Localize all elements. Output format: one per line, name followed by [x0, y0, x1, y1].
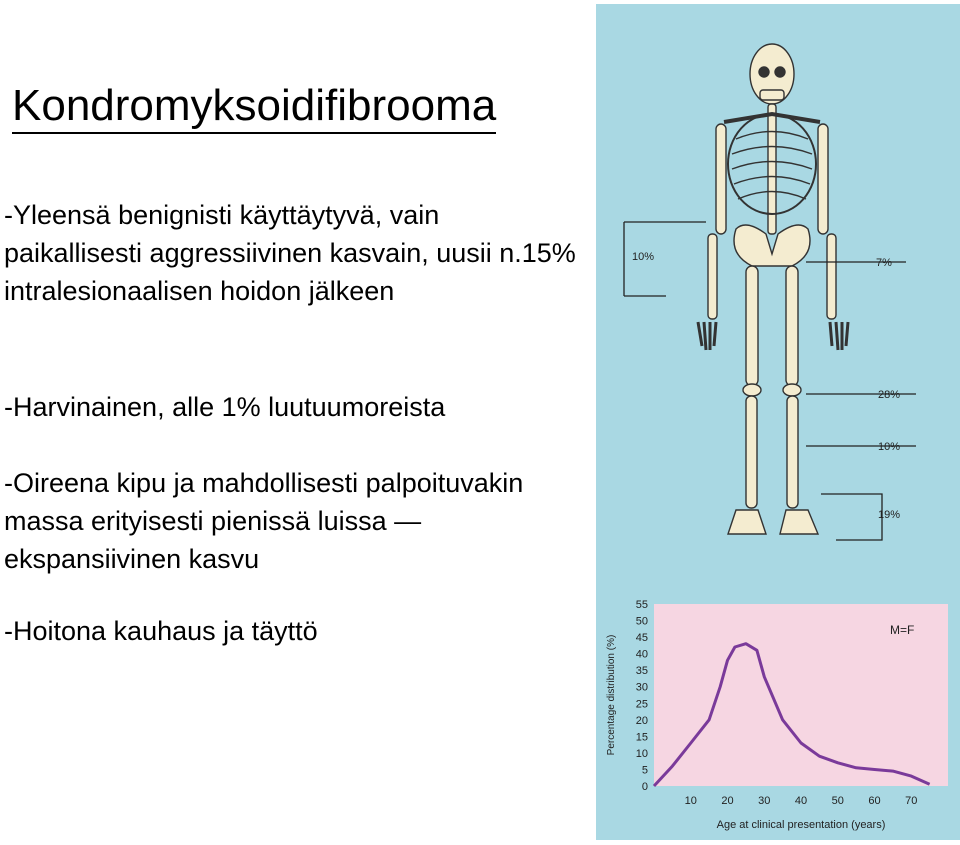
skeleton-svg [596, 4, 960, 594]
y-tick-label: 20 [635, 714, 648, 727]
bullet-symptoms: -Oireena kipu ja mahdollisesti palpoituvakin massa erityisesti pienissä luissa —ekspansiivinen kasvu [4, 468, 524, 574]
y-tick-label: 15 [635, 731, 648, 744]
x-tick-label: 20 [721, 795, 734, 807]
x-tick-label: 50 [831, 795, 844, 807]
y-tick-label: 45 [635, 632, 648, 645]
y-tick-label: 5 [641, 764, 648, 777]
label-hand: 7% [876, 257, 892, 269]
femur-left [746, 266, 758, 386]
bullet-behavior: -Yleensä benignisti käyttäytyvä, vain paikallisesti aggressiivinen kasvain, uusii n.15% intralesionaalisen hoidon jälkeen [4, 200, 576, 306]
y-axis-label: Percentage distribution (%) [606, 634, 617, 756]
x-tick-label: 10 [684, 795, 697, 807]
chart-annotation: M=F [890, 623, 915, 637]
label-tibia: 10% [878, 441, 901, 453]
x-tick-label: 60 [868, 795, 881, 807]
y-tick-label: 0 [641, 781, 648, 793]
label-femur: 28% [878, 389, 901, 401]
bullet-rarity: -Harvinainen, alle 1% luutuumoreista [4, 392, 446, 422]
label-pelvis: 10% [632, 251, 655, 263]
age-distribution-chart [596, 594, 960, 840]
x-axis-label: Age at clinical presentation (years) [716, 819, 886, 831]
skeleton-figure [596, 4, 960, 594]
chart-svg [596, 594, 960, 840]
x-tick-label: 30 [758, 795, 771, 807]
y-tick-label: 35 [635, 665, 648, 678]
y-tick-label: 55 [635, 599, 648, 611]
femur-right [786, 266, 798, 386]
slide-title: Kondromyksoidifibrooma [12, 82, 496, 134]
bullet-treatment: -Hoitona kauhaus ja täyttö [4, 616, 318, 646]
x-tick-label: 40 [794, 795, 808, 807]
y-tick-label: 50 [635, 615, 648, 628]
y-tick-label: 10 [635, 747, 648, 760]
label-foot: 19% [878, 509, 901, 521]
y-tick-label: 40 [635, 648, 648, 661]
y-tick-label: 30 [635, 681, 648, 694]
y-tick-label: 25 [635, 698, 648, 711]
x-tick-label: 70 [905, 795, 918, 807]
